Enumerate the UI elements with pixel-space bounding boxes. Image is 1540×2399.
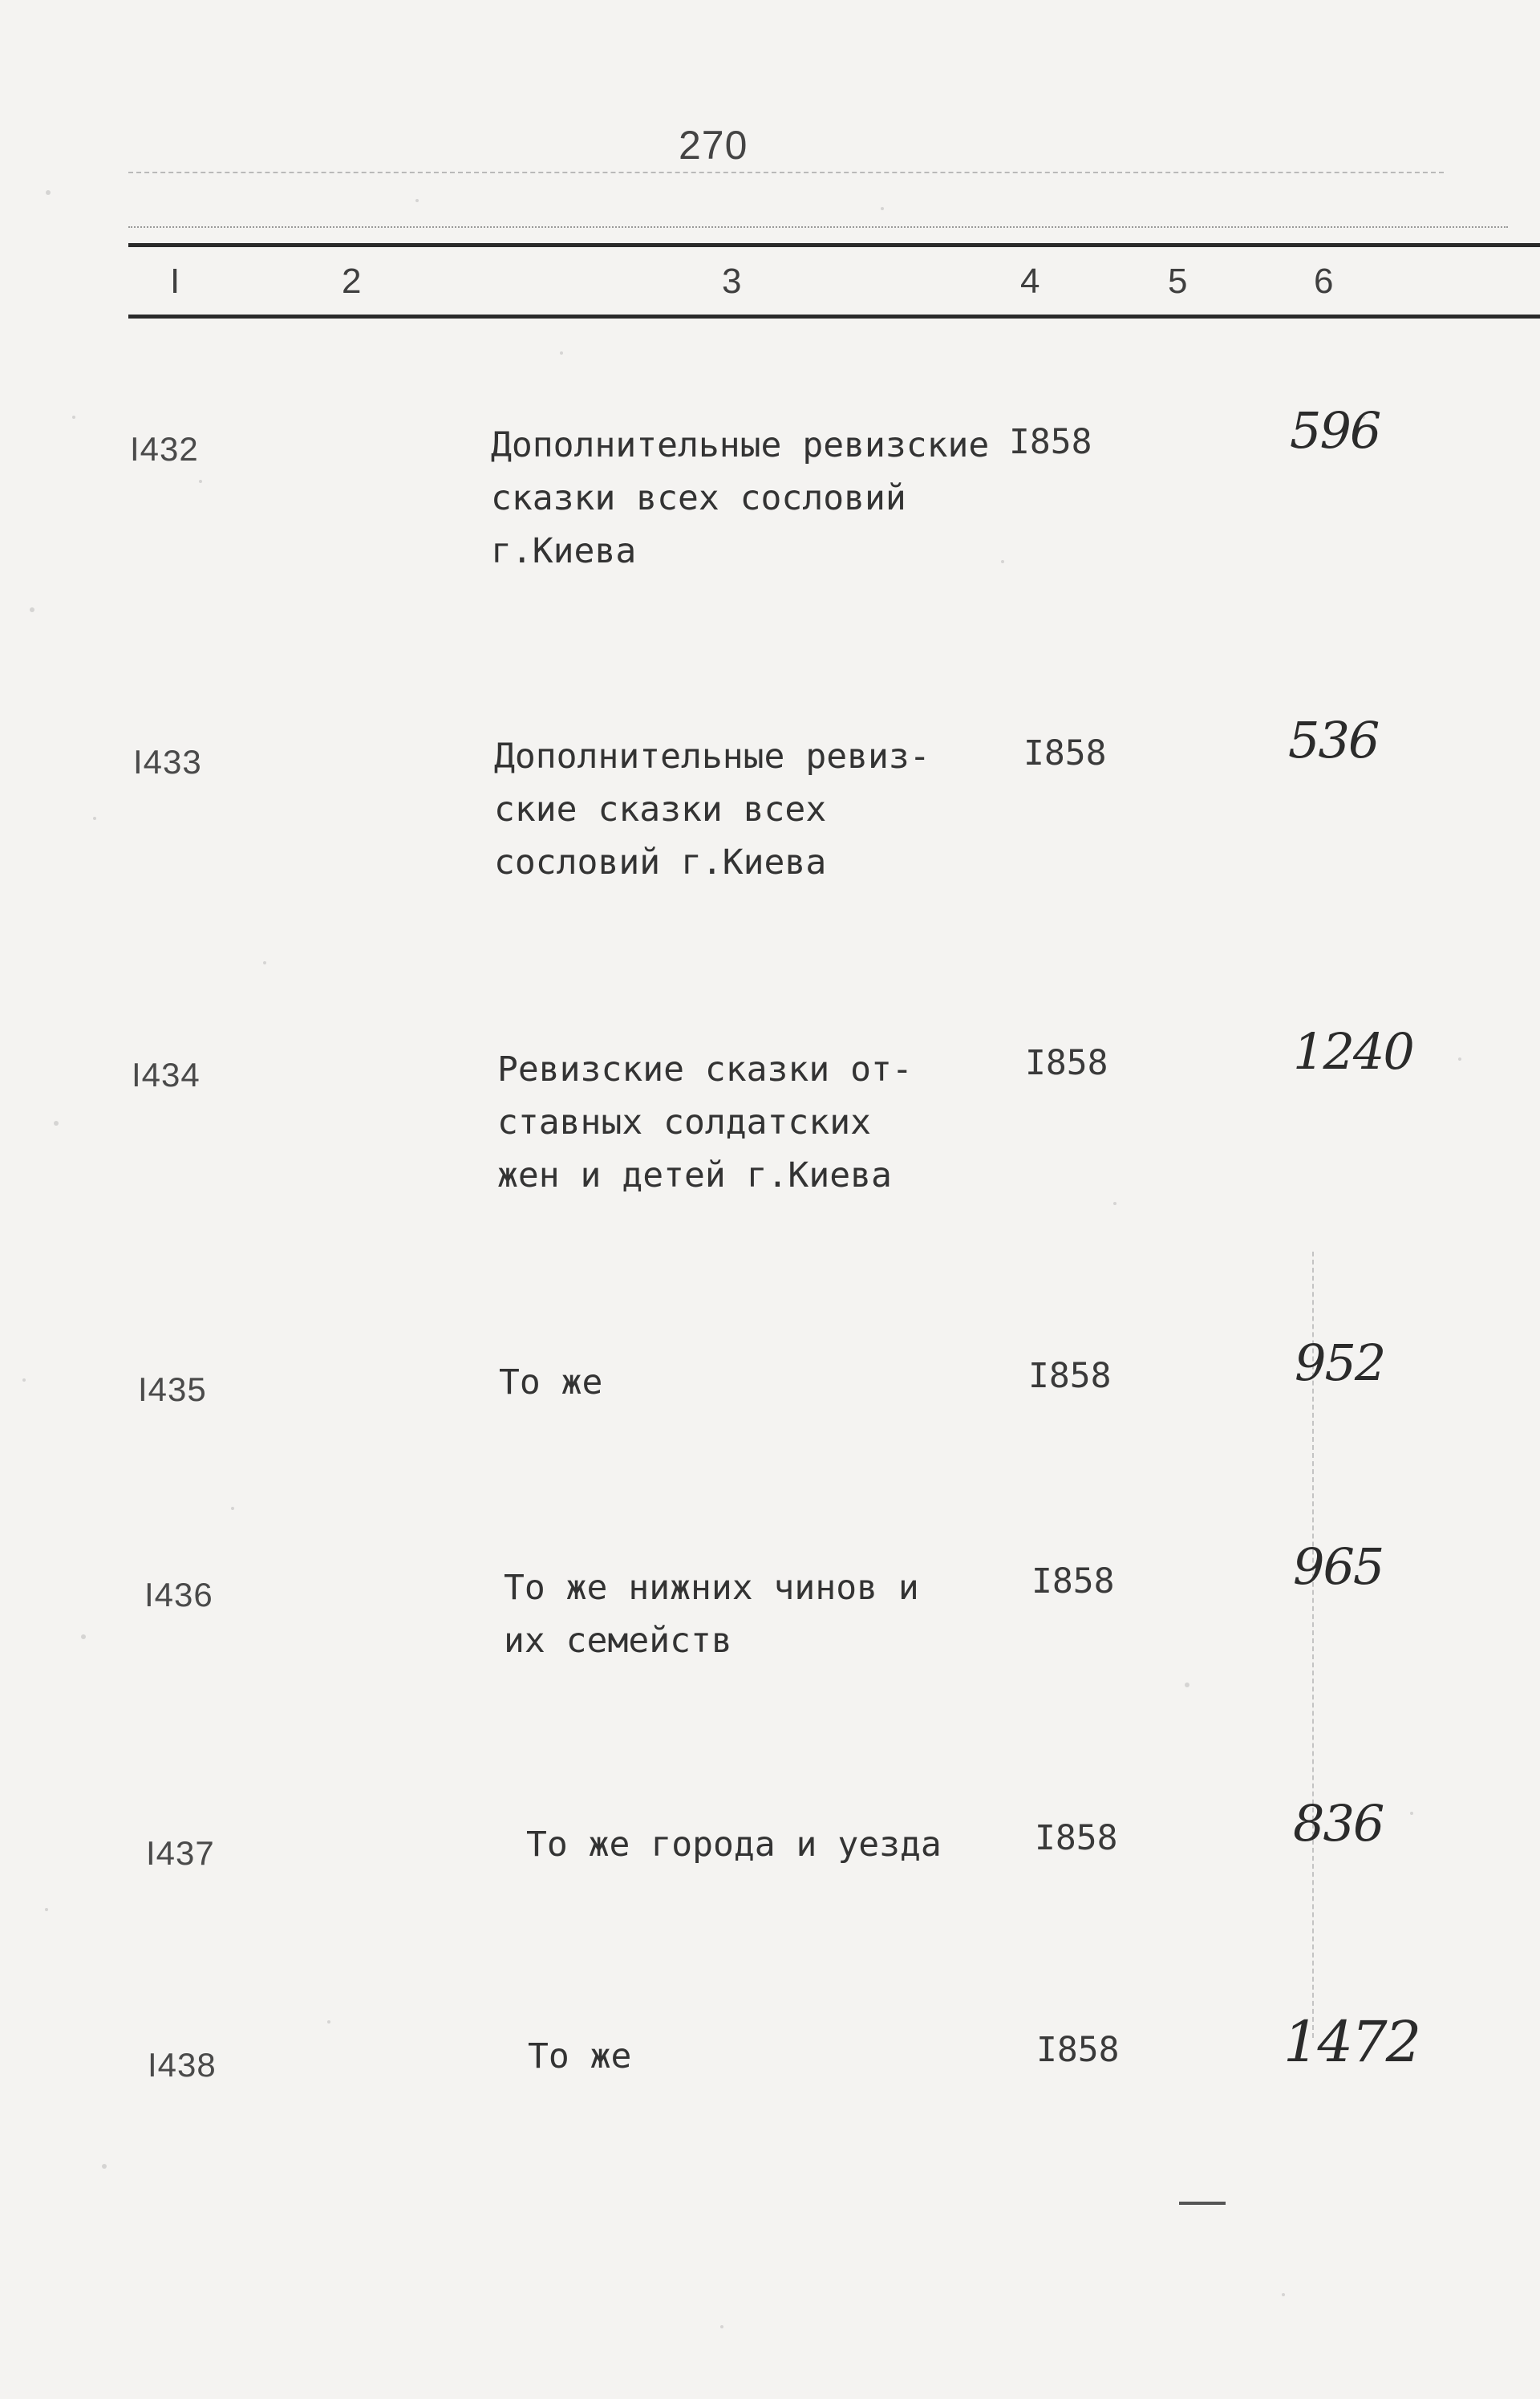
ink-mark	[1179, 2202, 1226, 2205]
column-header-1: I	[170, 262, 180, 301]
row-number: I438	[148, 2046, 217, 2084]
header-dashed-rule	[128, 172, 1444, 173]
row-year: I858	[1036, 2030, 1120, 2070]
row-year: I858	[1028, 1356, 1112, 1396]
row-count: 965	[1293, 1537, 1384, 1596]
row-year: I858	[1025, 1043, 1108, 1083]
column-header-2: 2	[342, 262, 362, 301]
row-number: I432	[130, 430, 199, 468]
column-header-5: 5	[1168, 262, 1188, 301]
row-number: I437	[146, 1834, 215, 1872]
column-header-6: 6	[1314, 262, 1334, 301]
row-number: I434	[132, 1056, 201, 1094]
row-year: I858	[1031, 1561, 1115, 1601]
row-number: I433	[133, 743, 202, 781]
row-count: 536	[1288, 711, 1379, 769]
row-title: Дополнительные ревизские сказки всех сословий г.Киева	[491, 425, 990, 571]
table-header-bottom-rule	[128, 315, 1540, 319]
row-title: Ревизские сказки от- ставных солдатских жен и детей г.Киева	[497, 1049, 913, 1195]
row-count: 836	[1293, 1794, 1384, 1853]
row-count: 1240	[1293, 1022, 1413, 1081]
row-number: I435	[138, 1370, 207, 1408]
header-dotted-rule	[128, 226, 1508, 228]
column-header-4: 4	[1020, 262, 1040, 301]
row-title: То же	[499, 1362, 603, 1402]
table-header-top-rule	[128, 243, 1540, 247]
row-title: То же города и уезда	[526, 1825, 942, 1865]
row-count: 1472	[1283, 2009, 1420, 2075]
row-count: 596	[1290, 401, 1380, 460]
row-count: 952	[1295, 1333, 1385, 1392]
row-year: I858	[1009, 422, 1092, 462]
page-number: 270	[679, 123, 748, 168]
row-title: Дополнительные ревиз- ские сказки всех сословий г.Киева	[494, 737, 930, 883]
row-number: I436	[144, 1576, 213, 1614]
column-header-3: 3	[722, 262, 742, 301]
row-year: I858	[1023, 733, 1107, 773]
row-year: I858	[1035, 1818, 1118, 1858]
row-title: То же нижних чинов и их семейств	[504, 1568, 919, 1661]
row-title: То же	[528, 2036, 632, 2076]
